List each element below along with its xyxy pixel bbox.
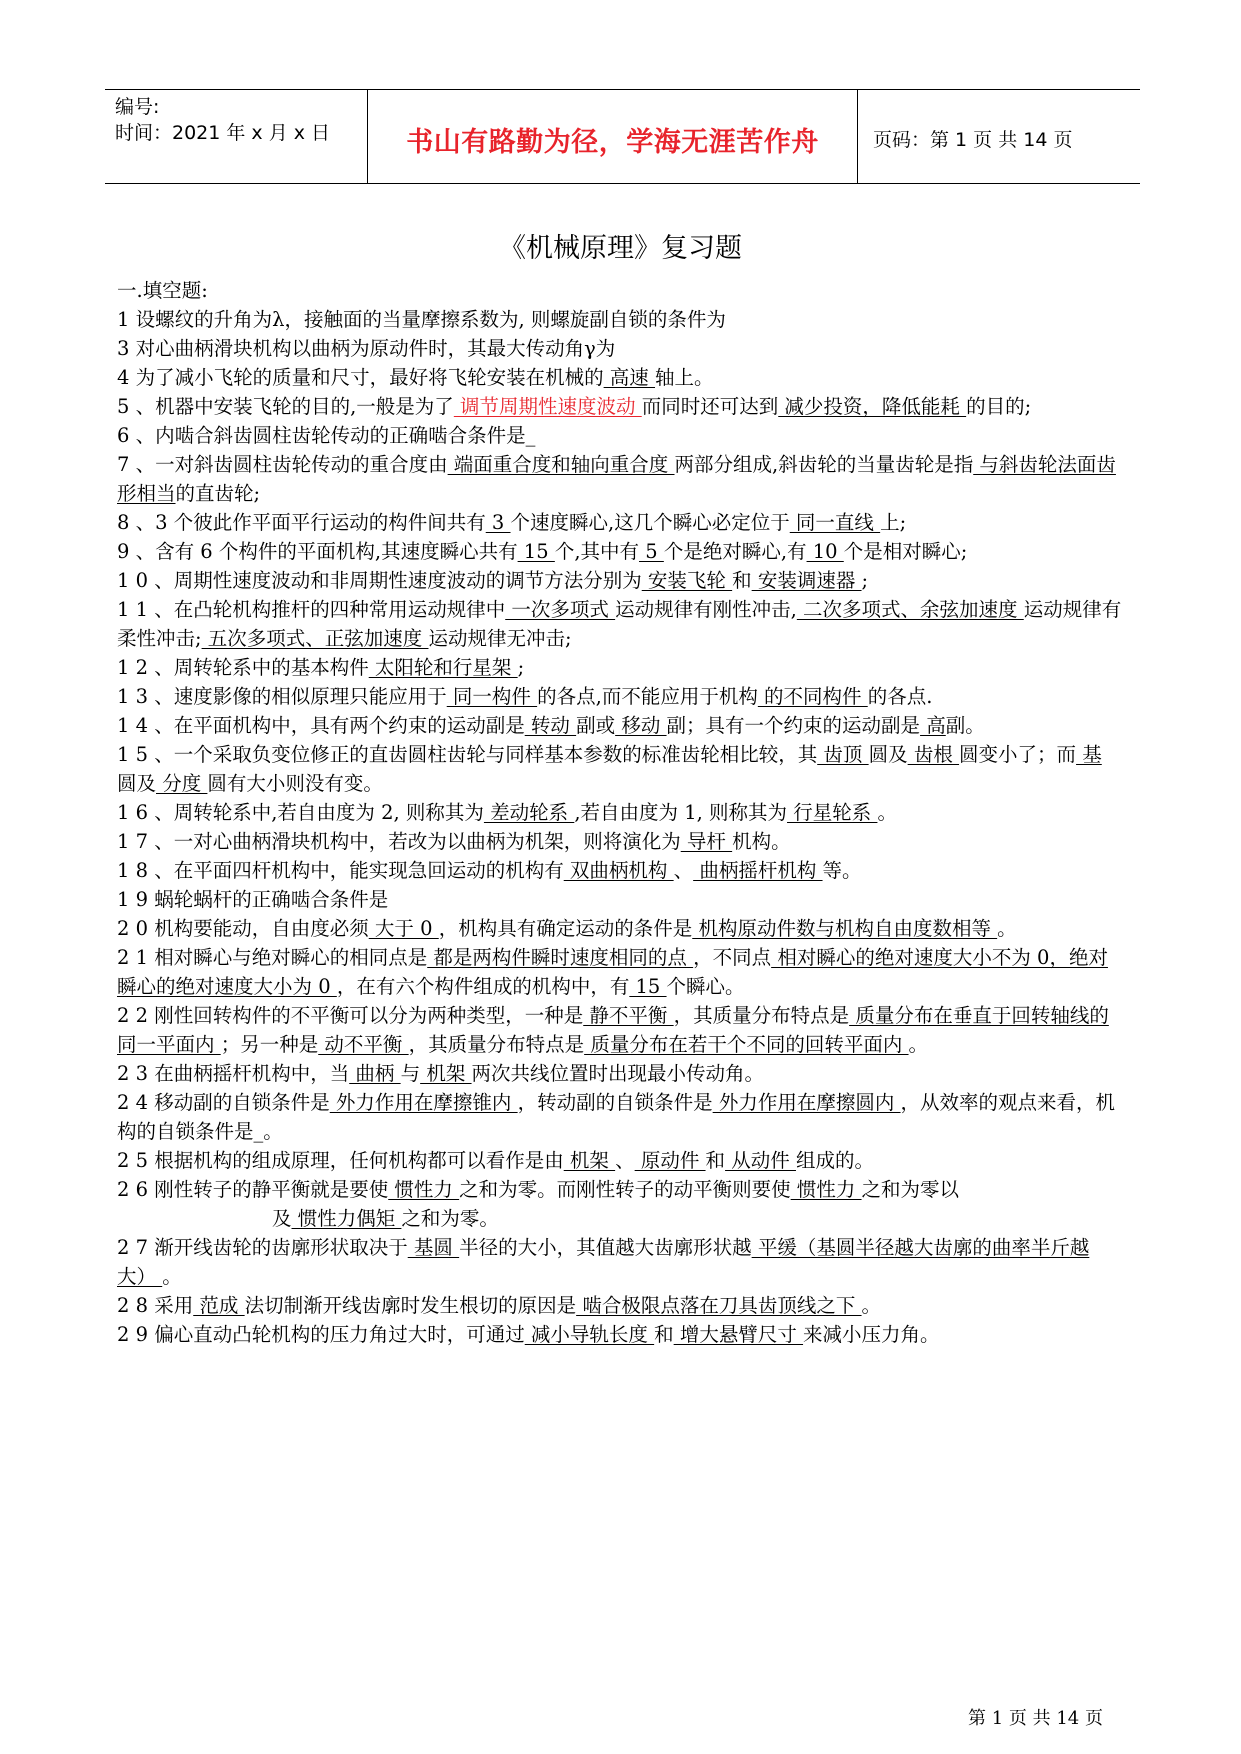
answer: 基圆: [407, 1236, 460, 1259]
answer: 导杆: [680, 830, 733, 853]
answer: 转动: [524, 714, 577, 737]
answer: 曲柄摇杆机构: [693, 859, 823, 882]
header-motto: 书山有路勤为径，学海无涯苦作舟: [406, 127, 819, 158]
answer: 差动轮系: [483, 801, 575, 824]
answer: 啮合极限点落在刀具齿顶线之下: [576, 1294, 862, 1317]
question-10: 1 0 、周期性速度波动和非周期性速度波动的调节方法分别为 安装飞轮 和 安装调速器 ;: [117, 569, 869, 592]
question-11: 1 1 、在凸轮机构推杆的四种常用运动规律中 一次多项式 运动规律有刚性冲击, 二次多项式、余弦加速度 运动规律有柔性冲击; 五次多项式、正弦加速度 运动规律无冲击;: [117, 598, 1122, 650]
answer: 增大悬臂尺寸: [673, 1323, 804, 1346]
header-page-label: 页码：第 1 页 共 14 页: [873, 129, 1073, 151]
question-18: 1 8 、在平面四杆机构中，能实现急回运动的机构有 双曲柄机构 、 曲柄摇杆机构 等。: [117, 859, 862, 882]
answer: 平缓（基圆半径越大齿廓的曲率半斤越大）: [117, 1236, 1090, 1288]
page-footer: 第 1 页 共 14 页: [968, 1708, 1103, 1729]
answer: 移动: [615, 714, 667, 737]
answer: 静不平衡: [583, 1004, 674, 1027]
answer: 分度: [156, 772, 208, 795]
answer: 质量分布在若干个不同的回转平面内: [584, 1033, 909, 1056]
question-7: 7 、一对斜齿圆柱齿轮传动的重合度由 端面重合度和轴向重合度 两部分组成,斜齿轮的当量齿轮是指 与斜齿轮法面齿形相当的直齿轮;: [117, 453, 1116, 505]
answer: 双曲柄机构: [563, 859, 674, 882]
answer: 5: [639, 540, 664, 563]
question-list: [117, 276, 1127, 1349]
answer: 外力作用在摩擦圆内: [712, 1091, 901, 1114]
answer: 15: [629, 975, 667, 998]
question-8: 8 、3 个彼此作平面平行运动的构件间共有 3 个速度瞬心,这几个瞬心必定位于 同一直线 上;: [117, 511, 907, 534]
question-19: 1 9 蜗轮蜗杆的正确啮合条件是: [117, 888, 389, 911]
answer: 同一构件: [446, 685, 538, 708]
header-divider: [857, 90, 858, 183]
answer: 动不平衡: [318, 1033, 409, 1056]
question-17: 1 7 、一对心曲柄滑块机构中，若改为以曲柄为机架，则将演化为 导杆 机构。: [117, 830, 791, 853]
answer: 机构原动件数与机构自由度数相等: [692, 917, 998, 940]
answer: 质量分布在垂直于回转轴线的同一平面内: [117, 1004, 1109, 1056]
answer: 15: [517, 540, 555, 563]
question-21: 2 1 相对瞬心与绝对瞬心的相同点是 都是两构件瞬时速度相同的点 ，不同点 相对瞬心的绝对速度大小不为 0，绝对瞬心的绝对速度大小为 0 ，在有六个构件组成的机构中，有 15 个瞬心。: [117, 946, 1108, 998]
answer: 3: [485, 511, 511, 534]
answer: 惯性力偶矩: [291, 1207, 402, 1230]
answer: 惯性力: [790, 1178, 862, 1201]
question-13: 1 3 、速度影像的相似原理只能应用于 同一构件 的各点,而不能应用于机构 的不同构件 的各点.: [117, 685, 933, 708]
answer: 曲柄: [349, 1062, 401, 1085]
answer: 原动件: [634, 1149, 706, 1172]
answer: 外力作用在摩擦锥内: [329, 1091, 518, 1114]
answer: 都是两构件瞬时速度相同的点: [427, 946, 694, 969]
answer: 减少投资，降低能耗: [778, 395, 967, 418]
header-left-cell: [115, 94, 365, 146]
answer: 高: [920, 714, 946, 737]
number-label: 编号:: [115, 96, 160, 118]
answer: 安装飞轮: [641, 569, 733, 592]
question-12: 1 2 、周转轮系中的基本构件 太阳轮和行星架 ;: [117, 656, 525, 679]
question-24: 2 4 移动副的自锁条件是 外力作用在摩擦锥内 ，转动副的自锁条件是 外力作用在摩擦圆内 ，从效率的观点来看，机构的自锁条件是_。: [117, 1091, 1116, 1143]
answer: 太阳轮和行星架: [368, 656, 518, 679]
answer: 从动件: [725, 1149, 796, 1172]
question-6: 6 、内啮合斜齿圆柱齿轮传动的正确啮合条件是_: [117, 424, 536, 447]
time-label: 时间：2021 年 x 月 x 日: [115, 122, 331, 144]
answer: 机架: [563, 1149, 616, 1172]
answer: 一次多项式: [505, 598, 616, 621]
question-20: 2 0 机构要能动，自由度必须 大于 0 ，机构具有确定运动的条件是 机构原动件数与机构自由度数相等 。: [117, 917, 1017, 940]
question-9: 9 、含有 6 个构件的平面机构,其速度瞬心共有 15 个,其中有 5 个是绝对瞬心,有 10 个是相对瞬心;: [117, 540, 968, 563]
answer: 与斜齿轮法面齿形相当: [117, 453, 1116, 505]
question-26-continued: 及 惯性力偶矩 之和为零。: [272, 1207, 499, 1230]
answer: 机架: [420, 1062, 472, 1085]
answer: 端面重合度和轴向重合度: [447, 453, 675, 476]
answer: 安装调速器: [751, 569, 862, 592]
answer: 二次多项式、余弦加速度: [796, 598, 1024, 621]
question-3: 3 对心曲柄滑块机构以曲柄为原动件时，其最大传动角γ为: [117, 337, 616, 360]
section-heading: 一.填空题:: [117, 279, 208, 302]
question-29: 2 9 偏心直动凸轮机构的压力角过大时，可通过 减小导轨长度 和 增大悬臂尺寸 来减小压力角。: [117, 1323, 940, 1346]
question-4: 4 为了减小飞轮的质量和尺寸，最好将飞轮安装在机械的 高速 轴上。: [117, 366, 714, 389]
question-14: 1 4 、在平面机构中，具有两个约束的运动副是 转动 副或 移动 副；具有一个约束的运动副是 高副。: [117, 714, 985, 737]
answer: 惯性力: [388, 1178, 460, 1201]
answer: 同一直线: [789, 511, 881, 534]
question-1: 1 设螺纹的升角为λ，接触面的当量摩擦系数为, 则螺旋副自锁的条件为: [117, 308, 726, 331]
answer: 行星轮系: [787, 801, 878, 824]
answer: 10: [806, 540, 844, 563]
answer: 大于 0: [368, 917, 439, 940]
question-28: 2 8 采用 范成 法切制渐开线齿廓时发生根切的原因是 啮合极限点落在刀具齿顶线之下 。: [117, 1294, 882, 1317]
answer: 基: [1076, 743, 1102, 766]
answer: 五次多项式、正弦加速度: [201, 627, 429, 650]
answer: 减小导轨长度: [524, 1323, 655, 1346]
question-23: 2 3 在曲柄摇杆机构中，当 曲柄 与 机架 两次共线位置时出现最小传动角。: [117, 1062, 765, 1085]
answer: 相对瞬心的绝对速度大小不为 0，绝对瞬心的绝对速度大小为 0: [117, 946, 1108, 998]
question-26: 2 6 刚性转子的静平衡就是要使 惯性力 之和为零。而刚性转子的动平衡则要使 惯性力 之和为零以: [117, 1178, 960, 1201]
question-16: 1 6 、周转轮系中,若自由度为 2, 则称其为 差动轮系 ,若自由度为 1, 则称其为 行星轮系 。: [117, 801, 897, 824]
answer: 高速: [603, 366, 656, 389]
answer: 齿根: [907, 743, 960, 766]
question-15: 1 5 、一个采取负变位修正的直齿圆柱齿轮与同样基本参数的标准齿轮相比较，其 齿顶 圆及 齿根 圆变小了；而 基 圆及 分度 圆有大小则没有变。: [117, 743, 1102, 795]
question-25: 2 5 根据机构的组成原理，任何机构都可以看作是由 机架 、 原动件 和 从动件 组成的。: [117, 1149, 874, 1172]
question-27: 2 7 渐开线齿轮的齿廓形状取决于 基圆 半径的大小，其值越大齿廓形状越 平缓（基圆半径越大齿廓的曲率半斤越大） 。: [117, 1236, 1090, 1288]
header-divider: [367, 90, 368, 183]
question-5: 5 、机器中安装飞轮的目的,一般是为了 调节周期性速度波动 而同时还可达到 减少投资，降低能耗 的目的;: [117, 395, 1032, 418]
document-title: 《机械原理》复习题: [499, 233, 742, 264]
answer: 的不同构件: [757, 685, 868, 708]
answer: 调节周期性速度波动: [453, 395, 642, 418]
answer: 范成: [193, 1294, 245, 1317]
question-22: 2 2 刚性回转构件的不平衡可以分为两种类型，一种是 静不平衡 ，其质量分布特点是 质量分布在垂直于回转轴线的同一平面内 ；另一种是 动不平衡 ，其质量分布特点是 质量分布在若干个不同的回转平面内 。: [117, 1004, 1109, 1056]
answer: 齿顶: [817, 743, 869, 766]
header-table: [105, 89, 1140, 184]
